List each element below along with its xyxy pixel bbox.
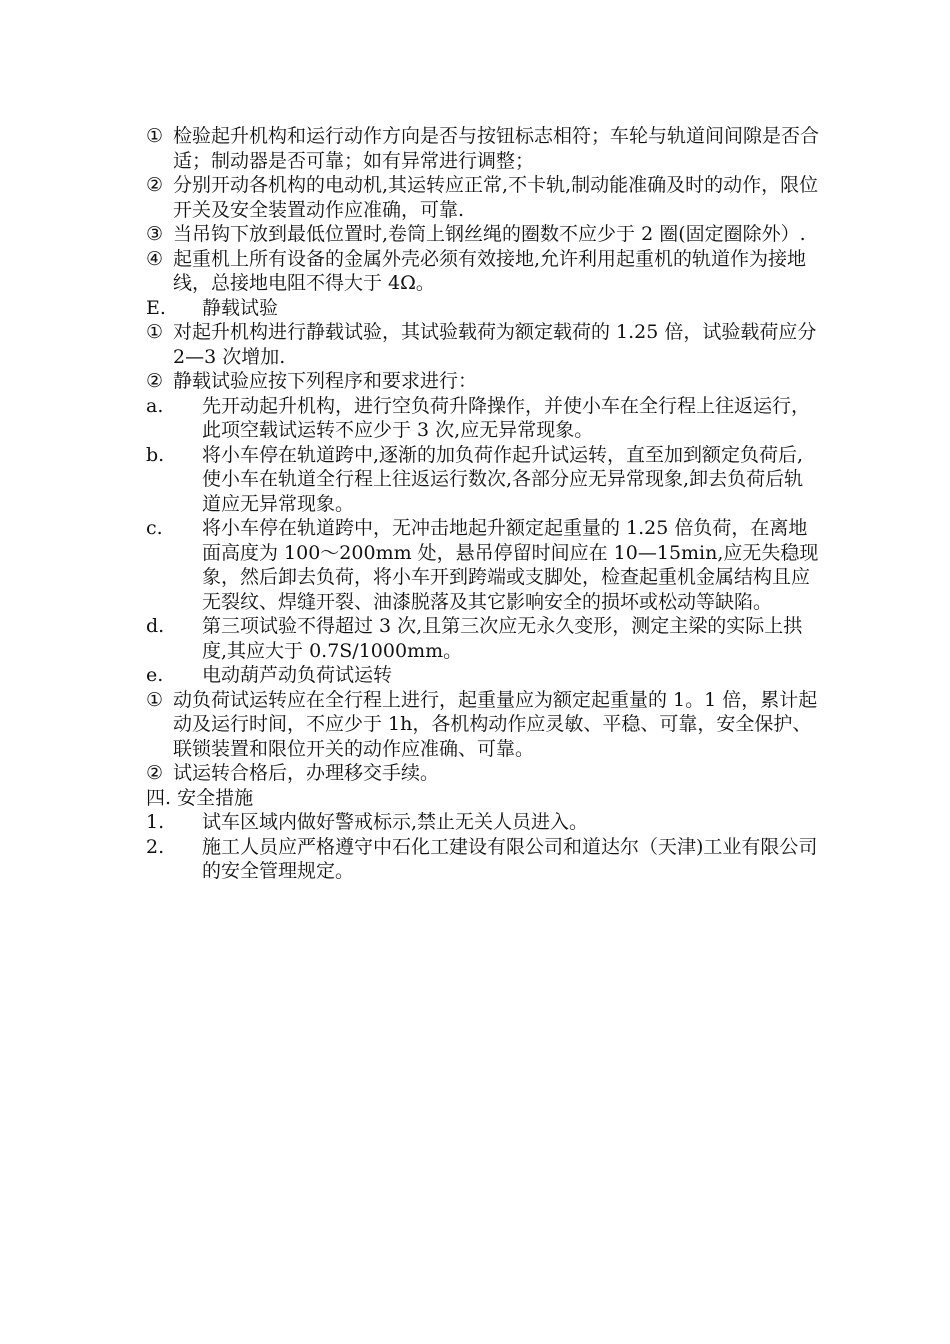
item-marker: ④: [146, 247, 164, 270]
item-marker: 2.: [146, 835, 165, 858]
section-title: 静载试验: [202, 296, 279, 319]
item-text: 试车区域内做好警戒标示,禁止无关人员进入。: [202, 811, 589, 833]
list-item: [146, 124, 822, 173]
item-marker: a.: [146, 394, 164, 417]
item-text: 起重机上所有设备的金属外壳必须有效接地,允许利用起重机的轨道作为接地线，总接地电阻不得大于 4Ω。: [173, 247, 807, 294]
item-text: 对起升机构进行静载试验，其试验载荷为额定载荷的 1.25 倍，试验载荷应分 2—3 次增加.: [173, 321, 817, 368]
section-marker: E.: [146, 296, 166, 319]
list-item: [146, 173, 822, 222]
list-item: [146, 222, 822, 247]
list-item: [146, 761, 822, 786]
item-text: 先开动起升机构，进行空负荷升降操作，并使小车在全行程上往返运行，此项空载试运转不应少于 3 次,应无异常现象。: [202, 394, 811, 441]
item-text: 第三项试验不得超过 3 次,且第三次应无永久变形，测定主梁的实际上拱度,其应大于 0.7S/1000mm。: [202, 615, 803, 662]
item-text: 试运转合格后，办理移交手续。: [173, 762, 440, 784]
list-item: [146, 443, 822, 517]
list-item: [146, 320, 822, 369]
list-item: [146, 810, 822, 835]
item-text: 将小车停在轨道跨中，无冲击地起升额定起重量的 1.25 倍负荷，在离地面高度为 100～200mm 处，悬吊停留时间应在 10—15min,应无失稳现象，然后卸去负荷，将小车开到跨端或支脚处，检查起重机金属结构且应无裂纹、焊缝开裂、油漆脱落及其它影响安全的损坏或松动等缺陷。: [202, 517, 819, 613]
item-marker: ②: [146, 762, 164, 784]
item-marker: ①: [146, 125, 164, 147]
list-item: [146, 247, 822, 296]
list-item: [146, 688, 822, 762]
item-text: 检验起升机构和运行动作方向是否与按钮标志相符；车轮与轨道间间隙是否合适；制动器是否可靠；如有异常进行调整；: [173, 125, 820, 172]
list-item: [146, 516, 822, 614]
item-marker: ②: [146, 370, 164, 392]
item-marker: 1.: [146, 811, 165, 833]
item-text: 将小车停在轨道跨中,逐渐的加负荷作起升试运转，直至加到额定负荷后,使小车在轨道全行程上往返运行数次,各部分应无异常现象,卸去负荷后轨道应无异常现象。: [202, 443, 804, 515]
list-item: [146, 835, 822, 884]
item-marker: b.: [146, 443, 165, 466]
item-text: 施工人员应严格遵守中石化工建设有限公司和道达尔（天津)工业有限公司的安全管理规定。: [202, 835, 818, 882]
item-text: 当吊钩下放到最低位置时,卷筒上钢丝绳的圈数不应少于 2 圈(固定圈除外）.: [173, 223, 806, 245]
item-marker: d.: [146, 615, 165, 637]
section-title: 电动葫芦动负荷试运转: [202, 664, 393, 686]
list-item: [146, 394, 822, 443]
item-marker: ③: [146, 223, 164, 245]
list-item: [146, 369, 822, 394]
section-heading-hoist-test: [146, 663, 822, 688]
section-heading-safety: [146, 786, 822, 811]
section-marker: e.: [146, 664, 164, 686]
list-item: [146, 614, 822, 663]
item-marker: c.: [146, 517, 163, 539]
item-marker: ①: [146, 321, 164, 343]
document-page: [146, 124, 822, 884]
item-marker: ①: [146, 688, 164, 711]
item-text: 静载试验应按下列程序和要求进行：: [173, 370, 478, 392]
section-title: 四. 安全措施: [146, 786, 254, 809]
section-heading-static-load: [146, 296, 822, 321]
item-text: 分别开动各机构的电动机,其运转应正常,不卡轨,制动能准确及时的动作，限位开关及安全装置动作应准确，可靠.: [173, 174, 819, 221]
item-marker: ②: [146, 174, 164, 196]
item-text: 动负荷试运转应在全行程上进行，起重量应为额定起重量的 1。1 倍，累计起动及运行时间，不应少于 1h，各机构动作应灵敏、平稳、可靠，安全保护、联锁装置和限位开关的动作应准确、可靠。: [173, 688, 818, 760]
